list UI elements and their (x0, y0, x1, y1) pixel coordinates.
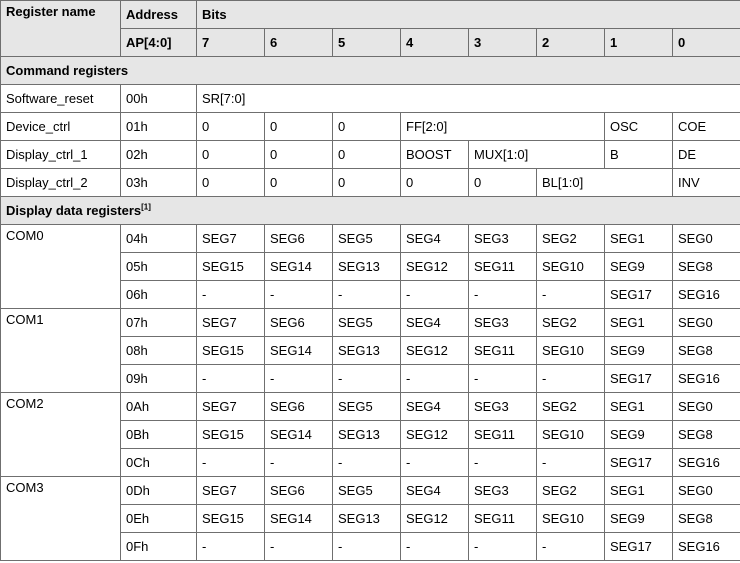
bit-cell: - (197, 533, 265, 561)
bit-cell: 0 (333, 169, 401, 197)
bit-cell: SEG9 (605, 421, 673, 449)
bit-cell: SEG14 (265, 421, 333, 449)
bit-cell: SEG15 (197, 505, 265, 533)
bit-cell: SEG7 (197, 225, 265, 253)
bit-cell: SEG17 (605, 533, 673, 561)
bit-cell: SEG15 (197, 421, 265, 449)
bit-cell: - (265, 365, 333, 393)
bit-cell: SEG0 (673, 393, 740, 421)
bit-cell: SEG12 (401, 421, 469, 449)
bit-cell: SEG12 (401, 253, 469, 281)
table-row (1, 85, 740, 113)
bit-cell: 0 (197, 169, 265, 197)
bit-cell: SEG10 (537, 253, 605, 281)
com-group-name: COM0 (1, 225, 121, 309)
bit-cell: SEG6 (265, 225, 333, 253)
bit-cell: SEG8 (673, 337, 740, 365)
bit-cell: SEG10 (537, 505, 605, 533)
bit-cell: - (265, 449, 333, 477)
bit-cell: SEG4 (401, 309, 469, 337)
bit-cell: SEG7 (197, 393, 265, 421)
bit-cell: SEG5 (333, 225, 401, 253)
bit-cell: SEG2 (537, 225, 605, 253)
bit-cell: SEG2 (537, 309, 605, 337)
header-bits: Bits (197, 1, 740, 29)
bit-cell: SEG17 (605, 281, 673, 309)
com-group-name: COM2 (1, 393, 121, 477)
register-address: 01h (121, 113, 197, 141)
bit-cell: SEG16 (673, 281, 740, 309)
section-display-data-registers (1, 197, 740, 225)
table-row (1, 169, 740, 197)
bit-cell: OSC (605, 113, 673, 141)
bit-cell: 0 (401, 169, 469, 197)
bit-field: MUX[1:0] (469, 141, 605, 169)
bit-cell: SEG6 (265, 477, 333, 505)
bit-cell: SEG16 (673, 365, 740, 393)
bit-cell: - (265, 281, 333, 309)
bit-cell: SEG11 (469, 253, 537, 281)
table-row (1, 113, 740, 141)
bit-cell: SEG11 (469, 505, 537, 533)
register-address: 00h (121, 85, 197, 113)
bit-cell: SEG14 (265, 505, 333, 533)
bit-cell: SEG1 (605, 477, 673, 505)
com-group-name: COM1 (1, 309, 121, 393)
bit-cell: SEG3 (469, 225, 537, 253)
bit-cell: SEG16 (673, 449, 740, 477)
bit-cell: SEG0 (673, 477, 740, 505)
display-data-body (1, 225, 740, 561)
bit-cell: SEG9 (605, 505, 673, 533)
table-row (1, 141, 740, 169)
register-address: 0Ch (121, 449, 197, 477)
header-bit-1: 1 (605, 29, 673, 57)
bit-cell: SEG11 (469, 337, 537, 365)
bit-cell: SEG1 (605, 309, 673, 337)
bit-field: FF[2:0] (401, 113, 605, 141)
bit-cell: SEG12 (401, 337, 469, 365)
register-address: 0Ah (121, 393, 197, 421)
bit-cell: SEG12 (401, 505, 469, 533)
bit-cell: - (333, 449, 401, 477)
register-address: 04h (121, 225, 197, 253)
register-address: 0Dh (121, 477, 197, 505)
bit-cell: 0 (469, 169, 537, 197)
bit-cell: INV (673, 169, 740, 197)
register-address: 02h (121, 141, 197, 169)
bit-cell: - (469, 365, 537, 393)
bit-cell: SEG0 (673, 309, 740, 337)
register-name: Device_ctrl (1, 113, 121, 141)
bit-cell: SEG4 (401, 393, 469, 421)
bit-cell: SEG14 (265, 253, 333, 281)
bit-cell: SEG4 (401, 225, 469, 253)
header-bit-3: 3 (469, 29, 537, 57)
bit-cell: - (469, 533, 537, 561)
bit-cell: SEG7 (197, 477, 265, 505)
register-address: 0Eh (121, 505, 197, 533)
section-row (1, 57, 740, 85)
bit-cell: - (469, 449, 537, 477)
bit-cell: SEG5 (333, 477, 401, 505)
bit-cell: - (197, 365, 265, 393)
header-bit-0: 0 (673, 29, 740, 57)
section-command-registers: Command registers (1, 57, 740, 85)
bit-cell: SEG1 (605, 225, 673, 253)
bit-cell: COE (673, 113, 740, 141)
bit-cell: SEG3 (469, 309, 537, 337)
bit-cell: DE (673, 141, 740, 169)
header-bit-5: 5 (333, 29, 401, 57)
bit-cell: SEG10 (537, 421, 605, 449)
bit-cell: - (333, 281, 401, 309)
bit-cell: 0 (265, 169, 333, 197)
bit-cell: 0 (333, 141, 401, 169)
bit-cell: - (401, 533, 469, 561)
header-bit-7: 7 (197, 29, 265, 57)
bit-cell: SEG3 (469, 393, 537, 421)
bit-cell: - (469, 281, 537, 309)
bit-cell: SEG13 (333, 253, 401, 281)
bit-cell: SEG3 (469, 477, 537, 505)
register-address: 03h (121, 169, 197, 197)
bit-cell: - (265, 533, 333, 561)
register-name: Display_ctrl_1 (1, 141, 121, 169)
header-row (1, 1, 740, 29)
bit-cell: SEG2 (537, 393, 605, 421)
table-row (1, 393, 740, 421)
bit-cell: - (401, 281, 469, 309)
register-address: 06h (121, 281, 197, 309)
table-row (1, 477, 740, 505)
bit-cell: - (333, 365, 401, 393)
header-bit-4: 4 (401, 29, 469, 57)
bit-cell: - (197, 281, 265, 309)
register-address: 09h (121, 365, 197, 393)
bit-cell: - (537, 533, 605, 561)
bit-cell: - (333, 533, 401, 561)
section-row (1, 197, 740, 225)
register-address: 0Bh (121, 421, 197, 449)
header-address-sub: AP[4:0] (121, 29, 197, 57)
bit-cell: SEG4 (401, 477, 469, 505)
bit-cell: SEG13 (333, 421, 401, 449)
bit-cell: SEG15 (197, 337, 265, 365)
bit-cell: - (197, 449, 265, 477)
header-register-name: Register name (1, 1, 121, 57)
register-name: Display_ctrl_2 (1, 169, 121, 197)
register-name: Software_reset (1, 85, 121, 113)
bit-cell: SEG15 (197, 253, 265, 281)
bit-cell: B (605, 141, 673, 169)
bit-cell: SEG9 (605, 337, 673, 365)
bit-cell: SEG11 (469, 421, 537, 449)
bit-cell: SEG10 (537, 337, 605, 365)
bit-cell: 0 (333, 113, 401, 141)
bit-cell: SEG0 (673, 225, 740, 253)
section-display-data-label: Display data registers (6, 203, 142, 218)
bit-cell: 0 (197, 141, 265, 169)
bit-cell: SEG6 (265, 309, 333, 337)
bit-cell: SEG17 (605, 449, 673, 477)
footnote-ref: [1] (141, 202, 151, 212)
bit-cell: SEG8 (673, 253, 740, 281)
header-address: Address (121, 1, 197, 29)
bit-field: BL[1:0] (537, 169, 673, 197)
bit-cell: SEG1 (605, 393, 673, 421)
bit-cell: - (401, 449, 469, 477)
bit-cell: SEG13 (333, 337, 401, 365)
bit-cell: - (401, 365, 469, 393)
bit-field: SR[7:0] (197, 85, 740, 113)
bit-cell: SEG13 (333, 505, 401, 533)
bit-cell: 0 (265, 113, 333, 141)
bit-cell: 0 (197, 113, 265, 141)
bit-cell: SEG2 (537, 477, 605, 505)
bit-cell: SEG8 (673, 505, 740, 533)
register-address: 05h (121, 253, 197, 281)
bit-cell: SEG5 (333, 393, 401, 421)
register-address: 07h (121, 309, 197, 337)
bit-cell: SEG7 (197, 309, 265, 337)
table-row (1, 309, 740, 337)
bit-cell: - (537, 281, 605, 309)
bit-cell: SEG17 (605, 365, 673, 393)
com-group-name: COM3 (1, 477, 121, 561)
header-bit-2: 2 (537, 29, 605, 57)
bit-cell: SEG8 (673, 421, 740, 449)
register-address: 0Fh (121, 533, 197, 561)
bit-cell: SEG16 (673, 533, 740, 561)
register-address: 08h (121, 337, 197, 365)
table-row (1, 225, 740, 253)
bit-cell: 0 (265, 141, 333, 169)
bit-cell: BOOST (401, 141, 469, 169)
bit-cell: SEG5 (333, 309, 401, 337)
bit-cell: - (537, 365, 605, 393)
bit-cell: SEG9 (605, 253, 673, 281)
header-bit-6: 6 (265, 29, 333, 57)
bit-cell: - (537, 449, 605, 477)
bit-cell: SEG14 (265, 337, 333, 365)
bit-cell: SEG6 (265, 393, 333, 421)
